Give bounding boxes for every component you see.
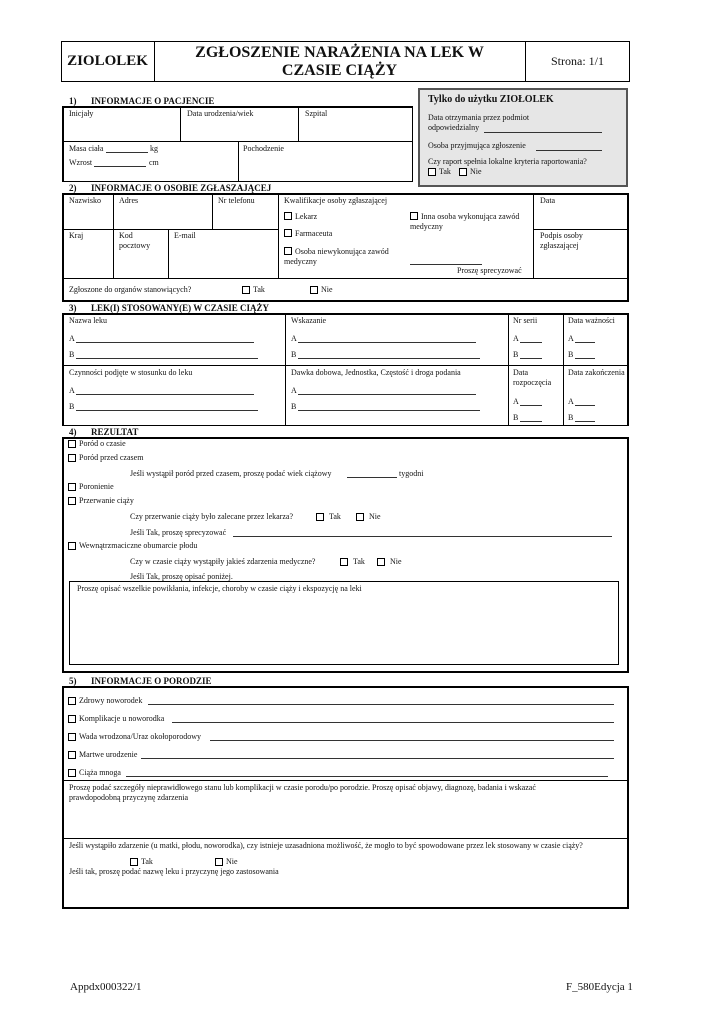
reporter-divider xyxy=(278,194,279,278)
termination-no-label: Nie xyxy=(369,512,381,521)
drugs-divider xyxy=(508,314,509,426)
multiple-checkbox[interactable] xyxy=(68,769,76,777)
drug-name-label: Nazwa leku xyxy=(69,316,107,325)
indication-a-label: A xyxy=(291,334,297,343)
termination-no-checkbox[interactable] xyxy=(356,513,364,521)
dose-label: Dawka dobowa, Jednostka, Częstość i droga podania xyxy=(291,368,461,377)
dose-a-label: A xyxy=(291,386,297,395)
term-birth-checkbox[interactable] xyxy=(68,440,76,448)
received-field[interactable] xyxy=(484,132,602,133)
details-label-2: prawdopodobną przyczynę zdarzenia xyxy=(69,793,189,802)
criteria-yes-label: Tak xyxy=(439,167,451,176)
batch-label: Nr serii xyxy=(513,316,538,325)
if-yes-drug-label: Jeśli tak, proszę podać nazwę leku i przyczynę jego zastosowania xyxy=(69,867,279,876)
section1-number: 1) xyxy=(69,96,77,106)
expiry-label: Data ważności xyxy=(568,316,615,325)
country-label: Kraj xyxy=(69,231,84,240)
weight-field[interactable] xyxy=(106,152,148,153)
gestational-age-field[interactable] xyxy=(347,477,397,478)
causal-no-checkbox[interactable] xyxy=(215,858,223,866)
page-number: Strona: 1/1 xyxy=(551,54,604,68)
events-yes-label: Tak xyxy=(353,557,365,566)
actions-label: Czynności podjęte w stosunku do leku xyxy=(69,368,193,377)
termination-yes-checkbox[interactable] xyxy=(316,513,324,521)
fetal-death-label: Wewnątrzmaciczne obumarcie płodu xyxy=(79,541,198,550)
causal-yes-label: Tak xyxy=(141,857,153,866)
weight-label: Masa ciała xyxy=(69,144,104,153)
end-a-label: A xyxy=(568,397,574,406)
end-a-field[interactable] xyxy=(575,405,595,406)
events-no-checkbox[interactable] xyxy=(377,558,385,566)
authorities-question: Zgłoszone do organów stanowiących? xyxy=(69,285,192,294)
drugs-row-divider xyxy=(63,365,628,366)
reporter-row-divider xyxy=(63,229,278,230)
pharmacist-checkbox[interactable] xyxy=(284,229,292,237)
miscarriage-checkbox[interactable] xyxy=(68,483,76,491)
complications-field[interactable] xyxy=(172,722,614,723)
authorities-yes-checkbox[interactable] xyxy=(242,286,250,294)
specify-label: Proszę sprecyzować xyxy=(457,266,522,275)
section5-number: 5) xyxy=(69,676,77,686)
termination-checkbox[interactable] xyxy=(68,497,76,505)
delivery-row-divider xyxy=(63,780,628,781)
section3-title: LEK(I) STOSOWANY(E) W CZASIE CIĄŻY xyxy=(91,303,270,313)
dob-label: Data urodzenia/wiek xyxy=(187,109,254,118)
delivery-row-divider xyxy=(63,838,628,839)
section4-heading xyxy=(69,427,138,437)
preterm-question: Jeśli wystąpił poród przed czasem, proszę podać wiek ciążowy xyxy=(130,469,332,478)
patient-divider xyxy=(238,141,239,182)
other-med-label: Inna osoba wykonująca zawód medyczny xyxy=(410,212,520,231)
events-question: Czy w czasie ciąży wystąpiły jakieś zdarzenia medyczne? xyxy=(130,557,316,566)
drug-a-field[interactable] xyxy=(76,342,254,343)
reporter-divider xyxy=(113,194,114,278)
date-label: Data xyxy=(540,196,556,205)
weeks-label: tygodni xyxy=(399,469,424,478)
complications-description-label: Proszę opisać wszelkie powikłania, infekcje, choroby w czasie ciąży i ekspozycję na leki xyxy=(77,584,362,593)
termination-label: Przerwanie ciąży xyxy=(79,496,134,505)
start-date-label: Data rozpoczęcia xyxy=(513,368,552,387)
end-date-label: Data zakończenia xyxy=(568,368,625,377)
height-label: Wzrost xyxy=(69,158,93,167)
criteria-no-label: Nie xyxy=(470,167,482,176)
authorities-no-checkbox[interactable] xyxy=(310,286,318,294)
start-a-field[interactable] xyxy=(520,405,542,406)
reporter-divider xyxy=(212,194,213,229)
healthy-checkbox[interactable] xyxy=(68,697,76,705)
indication-b-field[interactable] xyxy=(298,358,480,359)
address-label: Adres xyxy=(119,196,139,205)
dose-b-label: B xyxy=(291,402,297,411)
start-b-field[interactable] xyxy=(520,421,542,422)
start-a-label: A xyxy=(513,397,519,406)
complications-label: Komplikacje u noworodka xyxy=(79,714,165,723)
section2-number: 2) xyxy=(69,183,77,193)
authorities-no-label: Nie xyxy=(321,285,333,294)
reporter-divider xyxy=(168,229,169,278)
multiple-field[interactable] xyxy=(126,776,608,777)
origin-label: Pochodzenie xyxy=(243,144,284,153)
weight-unit: kg xyxy=(150,144,158,153)
company-name: ZIOLOLEK xyxy=(67,53,148,69)
causal-question: Jeśli wystąpiło zdarzenie (u matki, płodu, noworodka), czy istnieje uzasadniona możliwość, że mogło to być spowodowane przez lek stosowany w czasie ciąży? xyxy=(69,841,583,850)
batch-a-field[interactable] xyxy=(520,342,542,343)
hospital-label: Szpital xyxy=(305,109,328,118)
height-field[interactable] xyxy=(94,166,146,167)
actions-b-label: B xyxy=(69,402,75,411)
drugs-divider xyxy=(285,314,286,426)
signature-label: Podpis osoby zgłaszającej xyxy=(540,231,583,250)
preterm-checkbox[interactable] xyxy=(68,454,76,462)
receiver-label: Osoba przyjmująca zgłoszenie xyxy=(428,141,526,150)
healthy-label: Zdrowy noworodek xyxy=(79,696,143,705)
end-b-field[interactable] xyxy=(575,421,595,422)
criteria-no-checkbox[interactable] xyxy=(459,168,467,176)
reporter-row-divider xyxy=(533,229,628,230)
height-unit: cm xyxy=(149,158,159,167)
non-med-label: Osoba niewykonująca zawód medyczny xyxy=(284,247,389,266)
expiry-b-field[interactable] xyxy=(575,358,595,359)
pharmacist-label: Farmaceuta xyxy=(295,229,333,238)
termination-yes-label: Tak xyxy=(329,512,341,521)
details-label-1: Proszę podać szczegóły nieprawidłowego stanu lub komplikacji w czasie porodu/po porodzie. Proszę opisać objawy, diagnozę, badania i wskazać xyxy=(69,783,536,792)
email-label: E-mail xyxy=(174,231,196,240)
termination-specify-field[interactable] xyxy=(233,536,612,537)
section3-number: 3) xyxy=(69,303,77,313)
drugs-divider xyxy=(563,314,564,426)
fetal-death-checkbox[interactable] xyxy=(68,542,76,550)
received-label: Data otrzymania przez podmiot xyxy=(428,113,530,122)
indication-label: Wskazanie xyxy=(291,316,327,325)
indication-a-field[interactable] xyxy=(298,342,476,343)
section2-heading xyxy=(69,183,271,193)
defect-label: Wada wrodzona/Uraz okołoporodowy xyxy=(79,732,201,741)
causal-yes-checkbox[interactable] xyxy=(130,858,138,866)
doctor-checkbox[interactable] xyxy=(284,212,292,220)
defect-checkbox[interactable] xyxy=(68,733,76,741)
actions-a-label: A xyxy=(69,386,75,395)
reporter-divider xyxy=(533,194,534,278)
authorities-yes-label: Tak xyxy=(253,285,265,294)
drug-b-field[interactable] xyxy=(76,358,258,359)
batch-a-label: A xyxy=(513,334,519,343)
criteria-question: Czy raport spełnia lokalne kryteria raportowania? xyxy=(428,157,587,166)
expiry-b-label: B xyxy=(568,350,574,359)
doctor-label: Lekarz xyxy=(295,212,318,221)
events-no-label: Nie xyxy=(390,557,402,566)
patient-divider xyxy=(298,106,299,141)
criteria-yes-checkbox[interactable] xyxy=(428,168,436,176)
causal-no-label: Nie xyxy=(226,857,238,866)
qualifications-label: Kwalifikacje osoby zgłaszającej xyxy=(284,196,388,205)
form-title-line1: ZGŁOSZENIE NARAŻENIA NA LEK W xyxy=(195,44,484,61)
specify-field[interactable] xyxy=(410,264,482,265)
drug-a-label: A xyxy=(69,334,75,343)
form-title-line2: CZASIE CIĄŻY xyxy=(281,62,398,79)
actions-a-field[interactable] xyxy=(76,394,254,395)
preterm-label: Poród przed czasem xyxy=(79,453,144,462)
office-use-title: Tylko do użytku ZIOŁOLEK xyxy=(428,94,554,105)
postcode-label: Kod pocztowy xyxy=(119,231,151,250)
expiry-a-field[interactable] xyxy=(575,342,595,343)
section1-title: INFORMACJE O PACJENCIE xyxy=(91,96,215,106)
expiry-a-label: A xyxy=(568,334,574,343)
section4-title: REZULTAT xyxy=(91,427,139,437)
if-yes-describe-label: Jeśli Tak, proszę opisać poniżej. xyxy=(130,572,233,581)
start-b-label: B xyxy=(513,413,519,422)
section5-title: INFORMACJE O PORODZIE xyxy=(91,676,212,686)
drug-b-label: B xyxy=(69,350,75,359)
footer-right: F_580Edycja 1 xyxy=(566,981,633,993)
healthy-field[interactable] xyxy=(148,704,614,705)
batch-b-field[interactable] xyxy=(520,358,542,359)
events-yes-checkbox[interactable] xyxy=(340,558,348,566)
end-b-label: B xyxy=(568,413,574,422)
complications-checkbox[interactable] xyxy=(68,715,76,723)
receiver-field[interactable] xyxy=(536,150,602,151)
initials-label: Inicjały xyxy=(69,109,94,118)
indication-b-label: B xyxy=(291,350,297,359)
defect-field[interactable] xyxy=(210,740,614,741)
dose-b-field[interactable] xyxy=(298,410,480,411)
termination-question: Czy przerwanie ciąży było zalecane przez lekarza? xyxy=(130,512,293,521)
term-birth-label: Poród o czasie xyxy=(79,439,126,448)
section3-heading xyxy=(69,303,269,313)
section5-heading xyxy=(69,676,212,686)
section2-title: INFORMACJE O OSOBIE ZGŁASZAJĄCEJ xyxy=(91,183,272,193)
if-yes-specify-label: Jeśli Tak, proszę sprecyzować xyxy=(130,528,227,537)
dose-a-field[interactable] xyxy=(298,394,476,395)
stillbirth-checkbox[interactable] xyxy=(68,751,76,759)
surname-label: Nazwisko xyxy=(69,196,101,205)
reporter-row-divider xyxy=(63,278,628,279)
miscarriage-label: Poronienie xyxy=(79,482,114,491)
footer-left: Appdx000322/1 xyxy=(70,981,142,993)
multiple-label: Ciąża mnoga xyxy=(79,768,121,777)
section1-heading xyxy=(69,96,214,106)
received-label-2: odpowiedzialny xyxy=(428,123,480,132)
actions-b-field[interactable] xyxy=(76,410,258,411)
section4-number: 4) xyxy=(69,427,77,437)
batch-b-label: B xyxy=(513,350,519,359)
phone-label: Nr telefonu xyxy=(218,196,255,205)
stillbirth-field[interactable] xyxy=(141,758,614,759)
stillbirth-label: Martwe urodzenie xyxy=(79,750,138,759)
patient-divider xyxy=(180,106,181,141)
